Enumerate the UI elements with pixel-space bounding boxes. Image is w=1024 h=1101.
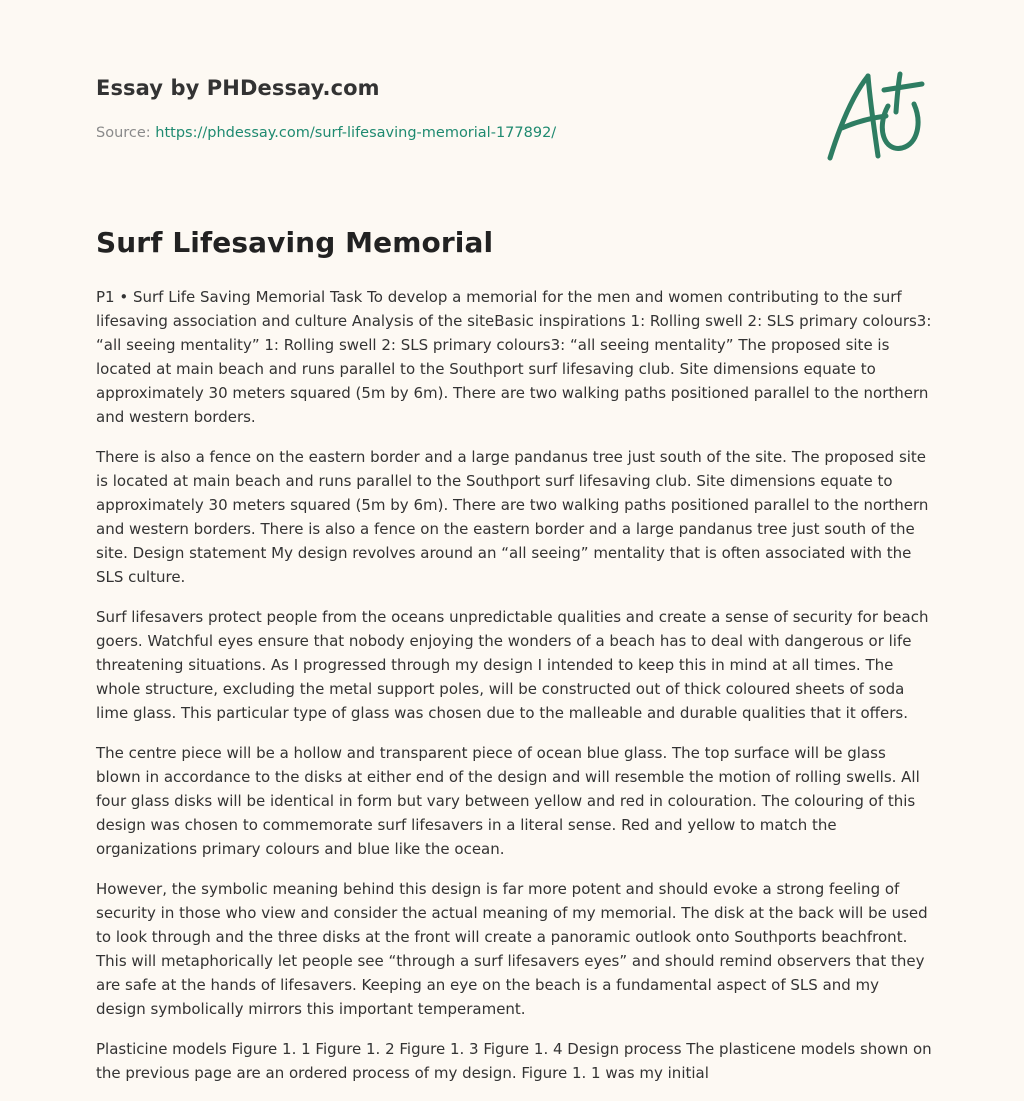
site-brand: Essay by PHDessay.com [96, 76, 380, 100]
essay-paragraph: However, the symbolic meaning behind this design is far more potent and should evoke a strong feeling of security in those who view and consider the actual meaning of my memorial. The disk at the back will be used to look through and the three disks at the front will create a panoramic outlook onto Southports beachfront. This will metaphorically let people see “through a surf lifesavers eyes” and should remind observers that they are safe at the hands of lifesavers. Keeping an eye on the beach is a fundamental aspect of SLS and my design symbolically mirrors this important temperament. [96, 880, 928, 1018]
a-plus-grade-icon [818, 66, 930, 166]
source-label: Source: [96, 125, 151, 141]
essay-body [96, 285, 932, 1101]
source-link[interactable]: https://phdessay.com/surf-lifesaving-memorial-177892/ [155, 125, 557, 141]
essay-paragraph: Surf lifesavers protect people from the oceans unpredictable qualities and create a sense of security for beach goers. Watchful eyes ensure that nobody enjoying the wonders of a beach has to deal with dangerous or life threatening situations. As I progressed through my design I intended to keep this in mind at all times. The whole structure, excluding the metal support poles, will be constructed out of thick coloured sheets of soda lime glass. This particular type of glass was chosen due to the malleable and durable qualities that it offers. [96, 608, 929, 722]
essay-paragraph: P1 • Surf Life Saving Memorial Task To develop a memorial for the men and women contributing to the surf lifesaving association and culture Analysis of the siteBasic inspirations 1: Rolling swell 2: SLS primary colours3: “all seeing mentality” 1: Rolling swell 2: SLS primary colours3: “all seeing mentality” The proposed site is located at main beach and runs parallel to the Southport surf lifesaving club. Site dimensions equate to approximately 30 meters squared (5m by 6m). There are two walking paths positioned parallel to the northern and western borders. [96, 288, 932, 426]
essay-title: Surf Lifesaving Memorial [96, 226, 494, 259]
source-line [96, 125, 556, 141]
essay-paragraph: Plasticine models Figure 1. 1 Figure 1. 2 Figure 1. 3 Figure 1. 4 Design process The plasticene models shown on the previous page are an ordered process of my design. Figure 1. 1 was my initial [96, 1040, 932, 1082]
essay-paragraph: The centre piece will be a hollow and transparent piece of ocean blue glass. The top surface will be glass blown in accordance to the disks at either end of the design and will resemble the motion of rolling swells. All four glass disks will be identical in form but vary between yellow and red in colouration. The colouring of this design was chosen to commemorate surf lifesavers in a literal sense. Red and yellow to match the organizations primary colours and blue like the ocean. [96, 744, 920, 858]
essay-paragraph: There is also a fence on the eastern border and a large pandanus tree just south of the site. The proposed site is located at main beach and runs parallel to the Southport surf lifesaving club. Site dimensions equate to approximately 30 meters squared (5m by 6m). There are two walking paths positioned parallel to the northern and western borders. There is also a fence on the eastern border and a large pandanus tree just south of the site. Design statement My design revolves around an “all seeing” mentality that is often associated with the SLS culture. [96, 448, 929, 586]
